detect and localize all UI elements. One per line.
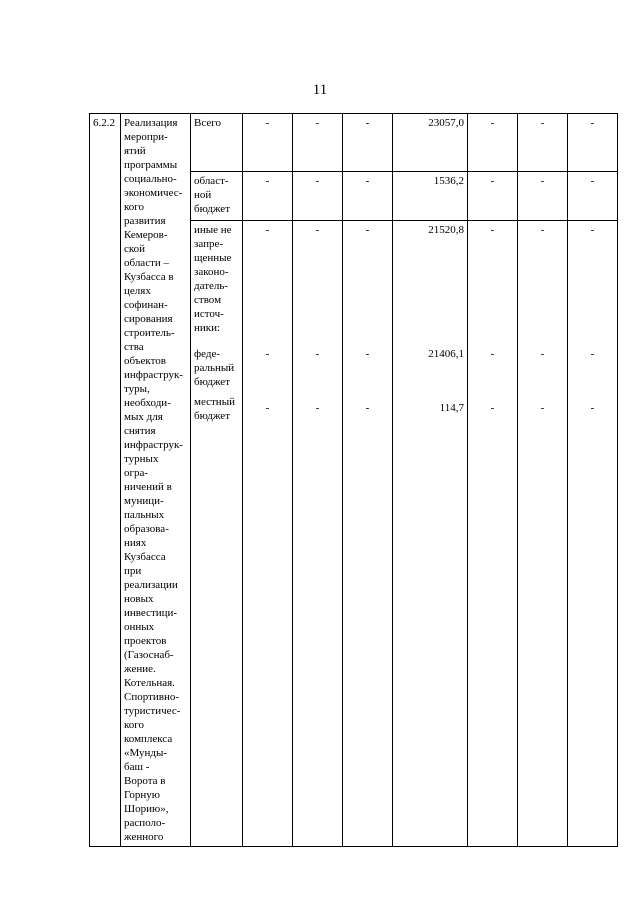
measure-name-line: ской [124,243,146,255]
measure-name-line: Ворота в [124,775,166,787]
measure-name-line: меропри- [124,131,168,143]
value-cell: - [293,172,343,221]
source-label-line: ной [194,189,212,202]
measure-name-line: ства [124,341,144,353]
measure-name-line: реализации [124,579,178,591]
source-label-line: источ- [194,308,224,321]
measure-name-line: необходи- [124,397,171,409]
value-cell: - - - [518,221,568,847]
measure-name-line: Шорию», [124,803,169,815]
value-cell: - [518,172,568,221]
source-label-other [191,221,243,847]
source-label-line: област- [194,175,229,188]
measure-name-line: муници- [124,495,164,507]
page-number: 11 [312,82,328,98]
table-row [90,114,618,172]
value-cell: - - - [243,221,293,847]
source-label-line: запре- [194,238,224,251]
measure-name-line: программы [124,159,178,171]
measure-name-line: туры, [124,383,150,395]
value-cell: - - - [343,221,393,847]
measure-name-line: комплекса [124,733,173,745]
measure-name-line: туристичес- [124,705,181,717]
value-cell: - [468,172,518,221]
source-label-line: бюджет [194,410,230,423]
measure-name-line: баш - [124,761,150,773]
measure-name-line: развития [124,215,166,227]
measure-name-line: Кузбасса [124,551,166,563]
row-number: 6.2.2 [90,114,121,847]
measure-name-line: объектов [124,355,166,367]
measure-name-line: Реализация [124,117,178,129]
measure-name-line: инфраструк- [124,369,183,381]
measure-name-line: сирования [124,313,173,325]
value-cell: - [343,172,393,221]
value-cell: - [243,114,293,172]
measure-name-line: Горную [124,789,160,801]
source-label-line: щенные [194,252,232,265]
value-cell: - [568,114,618,172]
measure-name-line: кого [124,201,145,213]
measure-name-line: образова- [124,523,169,535]
measure-name-line: турных [124,453,159,465]
source-label-line: датель- [194,280,229,293]
measure-name-line: «Мунды- [124,747,168,759]
source-label-line: местный [194,396,235,409]
value-cell: - - - [568,221,618,847]
measure-name-line: инфраструк- [124,439,183,451]
measure-name-line: новых [124,593,154,605]
measure-name [121,114,191,847]
measure-name-line: проектов [124,635,167,647]
measure-name-line: ниях [124,537,147,549]
total-cell: 23057,0 [393,114,468,172]
measure-name-line: инвестици- [124,607,178,619]
value-cell: - [518,114,568,172]
measure-name-line: Кемеров- [124,229,168,241]
measure-name-line: (Газоснаб- [124,649,174,661]
value-cell: - - - [468,221,518,847]
measure-name-line: пальных [124,509,165,521]
measure-name-line: социально- [124,173,177,185]
measure-name-line: мых для [124,411,163,423]
measure-name-line: кого [124,719,145,731]
measure-name-line: жение. [124,663,156,675]
measure-name-line: экономичес- [124,187,183,199]
measure-name-line: строитель- [124,327,175,339]
measure-name-line: Котельная. [124,677,175,689]
source-label-line: иные не [194,224,232,237]
source-label-line: ральный [194,362,235,375]
measure-name-line: софинан- [124,299,168,311]
value-cell: - [468,114,518,172]
measure-name-line: Спортивно- [124,691,180,703]
measure-name-line: Кузбасса в [124,271,174,283]
measure-name-line: располо- [124,817,166,829]
value-cell: - [293,114,343,172]
source-label-line: ники: [194,322,221,335]
measure-name-line: при [124,565,142,577]
source-label-line: законо- [194,266,229,279]
source-label-line: бюджет [194,203,230,216]
source-label-line: феде- [194,348,221,361]
source-label-regional [191,172,243,221]
measure-name-line: ничений в [124,481,172,493]
total-cell: 1536,2 [393,172,468,221]
source-label-total [191,114,243,172]
measure-name-line: онных [124,621,155,633]
value-cell: - [243,172,293,221]
measure-name-line: снятия [124,425,156,437]
value-cell: - [568,172,618,221]
measure-name-line: женного [124,831,164,843]
measure-name-line: области – [124,257,170,269]
budget-table [89,113,618,847]
value-cell: - - - [293,221,343,847]
measure-name-line: ятий [124,145,146,157]
measure-name-line: целях [124,285,151,297]
source-label-line: бюджет [194,376,230,389]
source-label-line: Всего [194,117,221,129]
value-cell: - [343,114,393,172]
measure-name-line: огра- [124,467,149,479]
source-label-line: ством [194,294,222,307]
total-cell: 21520,8 21406,1 114,7 [393,221,468,847]
